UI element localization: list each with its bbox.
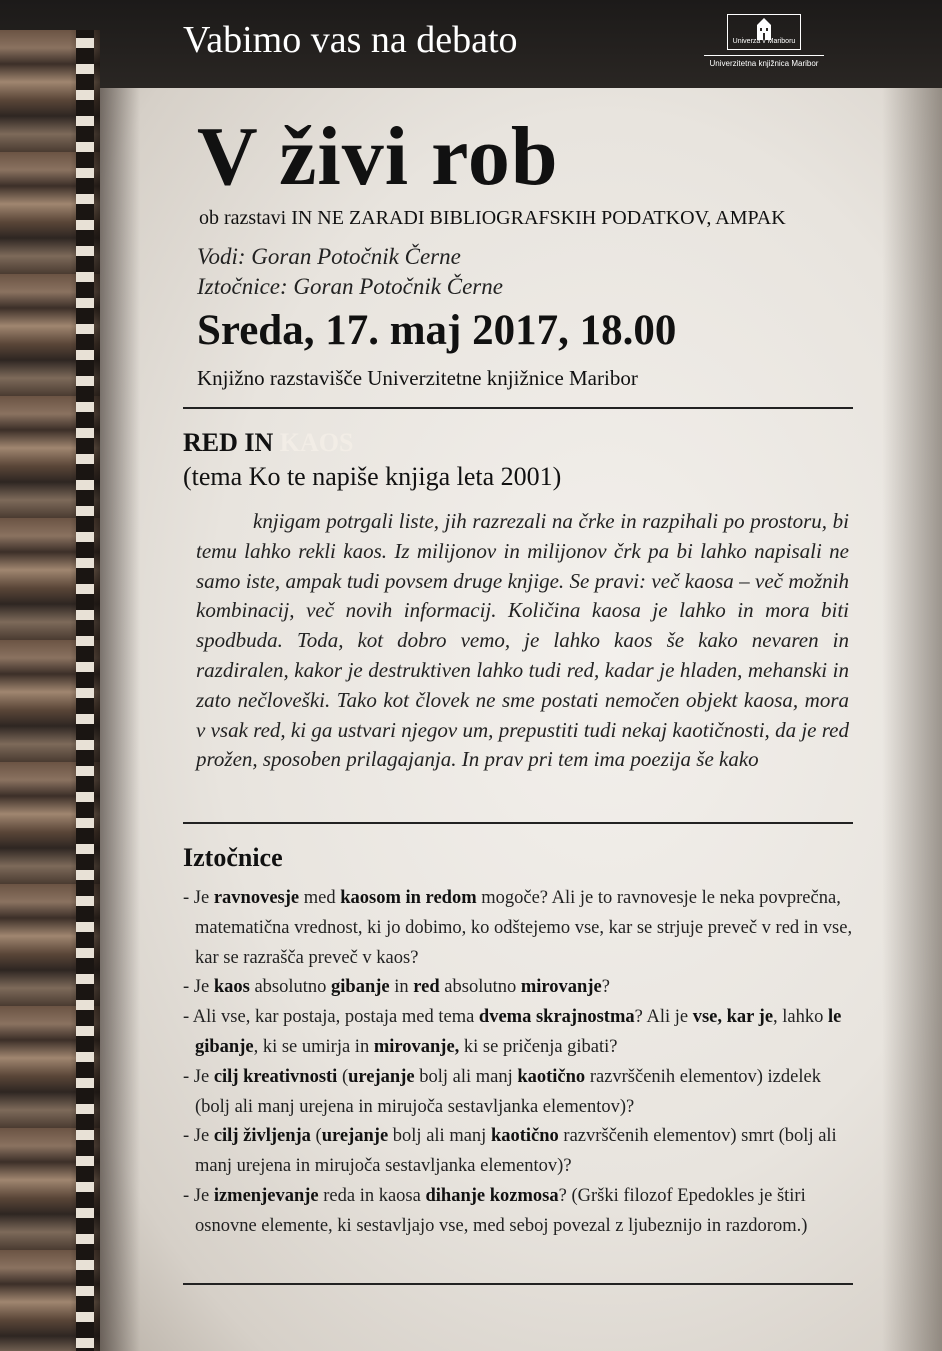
question-keyword: cilj kreativnosti [213,1066,338,1087]
section-title-part: RED IN [183,428,280,457]
section-paragraph: knjigam potrgali liste, jih razrezali na črke in razpihali po prostoru, bi temu lahko rekli kaos. Iz milijonov in milijonov črk pa bi lahko napisali ne samo iste, ampak tudi povsem druge knjige. Se pravi: več kaosa – več možnih kombinacij, več novih informacij. Količina kaosa je lahko in mora biti spodbuda. Toda, kot dobro vemo, je lahko kaos še kako nevaren in razdiralen, kakor je destruktiven lahko tudi red, kadar je hladen, mehanski in zato nečloveški. Tako kot človek ne sme postati nemočen objekt kaosa, mora v vsak red, ki ga ustvari njegov um, prepustiti tudi nekaj kaotičnosti, da je red prožen, sposoben prilagajanja. In prav pri tem ima poezija še kako [196,509,849,772]
section-subtitle: (tema Ko te napiše knjiga leta 2001) [183,462,562,491]
divider [183,407,853,409]
question-text: med [299,888,341,908]
question-text: - Je [183,1185,214,1206]
question-text: , ki se umirja in [253,1036,374,1057]
paper-shadow [100,88,140,1351]
event-sources: Iztočnice: Goran Potočnik Černe [197,274,503,299]
event-venue: Knjižno razstavišče Univerzitetne knjižnice Maribor [197,366,638,390]
question-keyword: mirovanje [520,977,602,998]
event-host: Vodi: Goran Potočnik Černe [197,244,461,269]
university-logo [704,14,824,78]
question-text: , lahko [773,1007,829,1028]
question-text: in [389,977,414,998]
question-text: ? Ali je [634,1007,693,1028]
question-keyword: vse, kar je [692,1007,774,1028]
question-text: ( [337,1066,349,1087]
divider [183,822,853,824]
building-icon [754,18,774,40]
question-text: ( [310,1126,322,1147]
question-text: razvrščenih elementov) izdelek (bolj ali manj urejena in mirujoča sestavljanka elementov)? [195,1066,821,1117]
question-keyword: dvema skrajnostma [478,1007,635,1028]
question-item [183,973,853,1003]
question-keyword: mirovanje, [373,1036,460,1057]
question-keyword: kaosom in redom [340,888,477,908]
question-keyword: kaotično [517,1066,586,1087]
question-text: ? (Grški filozof Epedokles je štiri osnovne elemente, ki sestavljajo vse, med seboj povezal z ljubeznijo in razdorom.) [195,1185,808,1236]
section-title [183,428,353,458]
question-text: ki se pričenja gibati? [459,1036,618,1057]
questions-list [183,884,853,1242]
question-item [183,1003,853,1063]
divider [183,1283,853,1285]
question-text: razvrščenih elementov) smrt (bolj ali manj urejena in mirujoča sestavljanka elementov)? [195,1126,837,1177]
question-keyword: kaos [213,977,250,998]
question-text: bolj ali manj [388,1126,491,1147]
paper-shadow [882,88,942,1351]
question-text: ? [601,977,610,998]
question-text: - Ali vse, kar postaja, postaja med tema [183,1007,479,1028]
question-item [183,1063,853,1123]
question-keyword: gibanje [331,977,390,998]
invitation-heading: Vabimo vas na debato [183,19,518,61]
filmstrip-perforations [76,30,94,1351]
question-keyword: ravnovesje [213,888,300,908]
section-title-accent: KAOS [279,428,354,457]
question-keyword: dihanje kozmosa [425,1185,559,1206]
question-keyword: urejanje [321,1126,389,1147]
question-text: - Je [183,977,214,998]
question-text: - Je [183,888,214,908]
event-title: V živi rob [197,110,559,203]
question-keyword: red [413,977,440,998]
question-text: reda in kaosa [318,1185,426,1206]
question-keyword: urejanje [348,1066,415,1087]
question-keyword: le gibanje [195,1007,842,1057]
event-datetime: Sreda, 17. maj 2017, 18.00 [197,307,677,354]
event-subtitle: ob razstavi IN NE ZARADI BIBLIOGRAFSKIH PODATKOV, AMPAK [199,207,786,229]
question-keyword: izmenjevanje [213,1185,319,1206]
questions-title: Iztočnice [183,843,283,872]
logo-university-name: Univerza v Mariboru [732,38,796,45]
logo-library-name: Univerzitetna knjižnica Maribor [704,55,824,68]
question-text: bolj ali manj [414,1066,518,1087]
question-text: absolutno [249,977,332,998]
question-text: - Je [183,1066,214,1087]
question-keyword: kaotično [490,1126,559,1147]
question-text: mogoče? Ali je to ravnovesje le neka povprečna, matematična vrednost, ki jo dobimo, ko odštejemo vse, kar se strjuje preveč v red in vse, kar se razrašča preveč v kaos? [195,888,853,968]
question-keyword: cilj življenja [213,1126,311,1147]
question-text: absolutno [439,977,521,998]
question-item [183,1182,853,1242]
question-item [183,884,853,973]
question-text: - Je [183,1126,214,1147]
question-item [183,1122,853,1182]
